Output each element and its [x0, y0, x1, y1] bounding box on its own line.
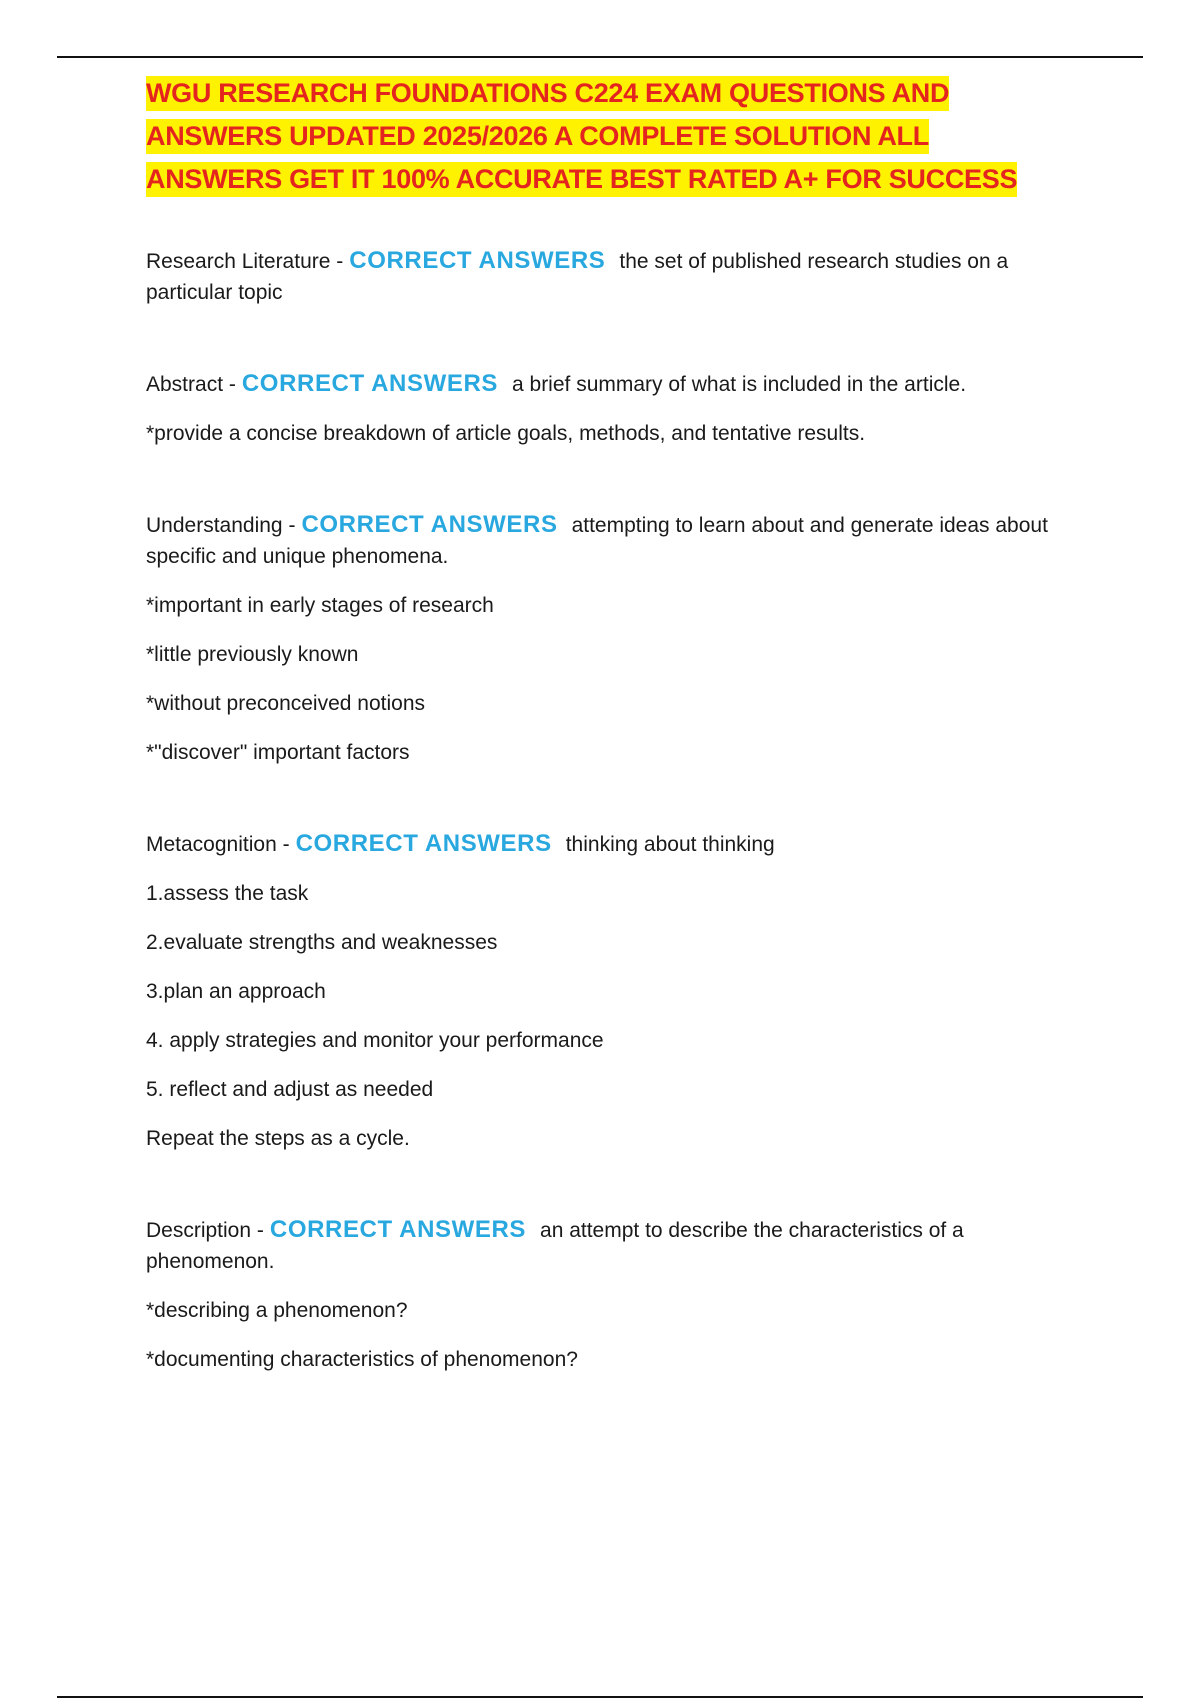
entry-definition: an attempt to describe the characteristics of a phenomenon. — [146, 1219, 964, 1273]
entry-heading — [146, 245, 1066, 308]
entry-note: Repeat the steps as a cycle. — [146, 1127, 410, 1150]
entry-note: 4. apply strategies and monitor your performance — [146, 1029, 604, 1052]
term-separator: - — [256, 1219, 264, 1242]
entry-definition: a brief summary of what is included in the article. — [512, 373, 967, 396]
entry-note: *describing a phenomenon? — [146, 1299, 408, 1322]
entry-definition: thinking about thinking — [565, 833, 775, 856]
entry-note: 5. reflect and adjust as needed — [146, 1078, 434, 1101]
correct-answers-label: CORRECT ANSWERS — [301, 511, 558, 538]
correct-answers-label: CORRECT ANSWERS — [269, 1216, 527, 1243]
entry-heading — [146, 509, 1066, 572]
entry-note: 2.evaluate strengths and weaknesses — [146, 931, 498, 954]
title-highlight: WGU RESEARCH FOUNDATIONS C224 EXAM QUESTIONS AND ANSWERS UPDATED 2025/2026 A COMPLETE SOLUTION ALL ANSWERS GET IT 100% ACCURATE BEST RATED A+ FOR SUCCESS — [146, 76, 1017, 197]
qa-entry — [146, 1214, 1066, 1375]
entry-note: 1.assess the task — [146, 882, 309, 905]
entry-note: 3.plan an approach — [146, 980, 326, 1003]
qa-entry — [146, 509, 1066, 768]
term-separator: - — [282, 833, 290, 856]
entry-definition: the set of published research studies on a particular topic — [146, 250, 1009, 304]
correct-answers-label: CORRECT ANSWERS — [295, 830, 552, 857]
entry-term: Understanding — [146, 514, 283, 537]
entry-note: *without preconceived notions — [146, 692, 426, 715]
term-separator: - — [228, 373, 236, 396]
entry-definition: attempting to learn about and generate ideas about specific and unique phenomena. — [146, 514, 1048, 568]
top-rule — [57, 56, 1143, 58]
entry-note: *important in early stages of research — [146, 594, 494, 617]
bottom-rule — [57, 1696, 1143, 1698]
entry-note: *documenting characteristics of phenomenon? — [146, 1348, 578, 1371]
entry-term: Abstract — [146, 373, 224, 396]
entry-heading — [146, 368, 1066, 400]
qa-entry — [146, 245, 1066, 308]
document-title — [146, 72, 1066, 201]
entry-term: Research Literature — [146, 250, 331, 273]
entry-term: Description — [146, 1219, 252, 1242]
document-body — [146, 72, 1066, 1435]
term-separator: - — [336, 250, 344, 273]
entry-note: *provide a concise breakdown of article goals, methods, and tentative results. — [146, 422, 866, 445]
qa-entry — [146, 828, 1066, 1154]
entry-heading — [146, 1214, 1066, 1277]
term-separator: - — [288, 514, 296, 537]
correct-answers-label: CORRECT ANSWERS — [241, 370, 498, 397]
entry-term: Metacognition — [146, 833, 277, 856]
entry-note: *"discover" important factors — [146, 741, 410, 764]
correct-answers-label: CORRECT ANSWERS — [349, 247, 606, 274]
entry-heading — [146, 828, 1066, 860]
entry-note: *little previously known — [146, 643, 359, 666]
qa-entry — [146, 368, 1066, 449]
